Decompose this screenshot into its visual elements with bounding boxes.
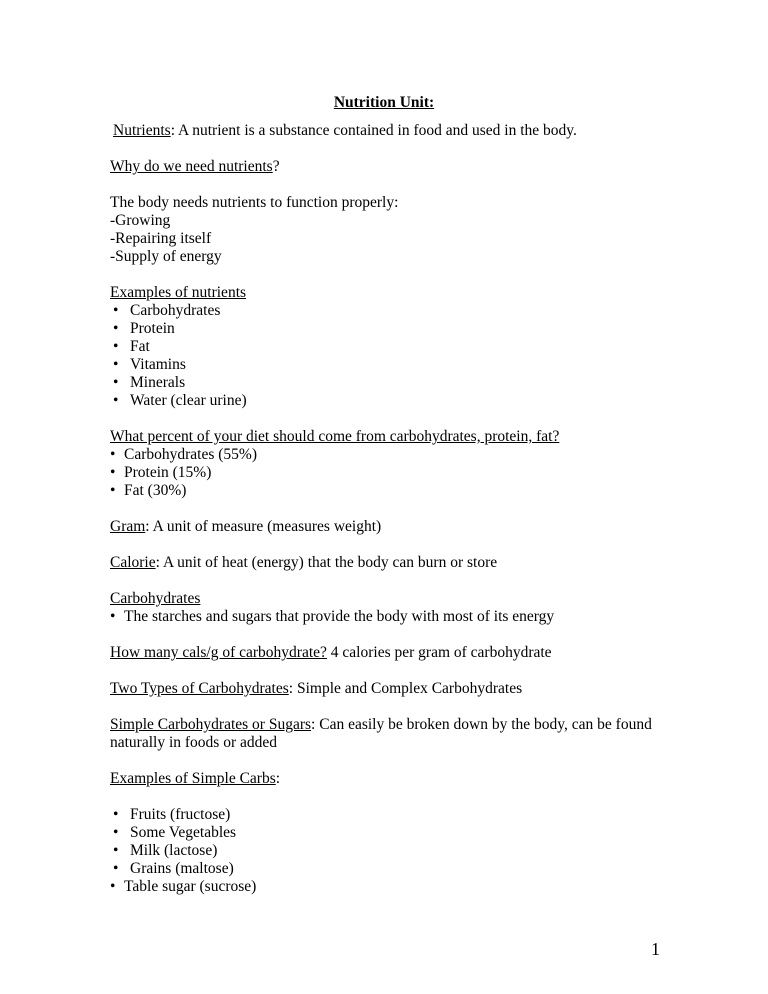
list-item: [110, 356, 247, 374]
bullet-icon: •: [110, 482, 116, 499]
nutrients-term: Nutrients: [113, 122, 171, 139]
gram-term: Gram: [110, 518, 146, 535]
calorie-text: : A unit of heat (energy) that the body can burn or store: [155, 554, 498, 571]
body-needs-section: [110, 194, 398, 266]
list-item-text: Vitamins: [130, 356, 186, 373]
list-item: [110, 608, 554, 626]
simple-examples-colon: :: [275, 770, 281, 787]
list-item: [110, 320, 247, 338]
bullet-icon: •: [113, 338, 119, 355]
list-item: [110, 338, 247, 356]
two-types-text: : Simple and Complex Carbohydrates: [288, 680, 523, 697]
carbs-section: [110, 590, 554, 626]
why-question-text: Why do we need nutrients: [110, 158, 273, 175]
page-number: 1: [651, 939, 660, 959]
list-item: [110, 824, 256, 842]
bullet-icon: •: [110, 446, 116, 463]
why-question-mark: ?: [272, 158, 280, 175]
bullet-icon: •: [113, 302, 119, 319]
diet-section: [110, 428, 559, 500]
list-item-text: Carbohydrates (55%): [124, 446, 257, 463]
bullet-icon: •: [113, 374, 119, 391]
bullet-icon: •: [113, 806, 119, 823]
examples-list: [110, 302, 247, 410]
list-item-text: Water (clear urine): [130, 392, 247, 409]
bullet-icon: •: [113, 392, 119, 409]
bullet-icon: •: [113, 842, 119, 859]
body-needs-item: -Repairing itself: [110, 230, 212, 247]
simple-term: Simple Carbohydrates or Sugars: [110, 716, 312, 733]
diet-list: [110, 446, 559, 500]
body-needs-item: -Growing: [110, 212, 171, 229]
simple-examples-heading: [110, 770, 280, 788]
diet-question: What percent of your diet should come from carbohydrates, protein, fat?: [110, 428, 560, 445]
examples-heading: Examples of nutrients: [110, 284, 247, 301]
nutrients-definition: [113, 122, 577, 140]
carbs-heading: Carbohydrates: [110, 590, 201, 607]
list-item: [110, 392, 247, 410]
two-types-term: Two Types of Carbohydrates: [110, 680, 289, 697]
cals-question-term: How many cals/g of carbohydrate?: [110, 644, 327, 661]
simple-definition: [110, 716, 652, 752]
bullet-icon: •: [113, 860, 119, 877]
list-item-text: Table sugar (sucrose): [124, 878, 257, 895]
nutrients-text: : A nutrient is a substance contained in food and used in the body.: [170, 122, 577, 139]
gram-text: : A unit of measure (measures weight): [145, 518, 382, 535]
list-item: [110, 860, 256, 878]
list-item: [110, 842, 256, 860]
list-item: [110, 464, 559, 482]
list-item-text: Protein: [130, 320, 175, 337]
list-item: [110, 374, 247, 392]
bullet-icon: •: [113, 356, 119, 373]
list-item-text: Minerals: [130, 374, 186, 391]
cals-question-text: 4 calories per gram of carbohydrate: [326, 644, 552, 661]
calorie-definition: [110, 554, 497, 572]
body-needs-intro: The body needs nutrients to function properly:: [110, 194, 399, 211]
simple-text: : Can easily be broken down by the body, can be found: [311, 716, 652, 733]
list-item-text: Some Vegetables: [130, 824, 237, 841]
why-question: [110, 158, 280, 176]
simple-examples-heading-text: Examples of Simple Carbs: [110, 770, 276, 787]
page-title: Nutrition Unit:: [333, 94, 435, 111]
bullet-icon: •: [110, 608, 116, 625]
list-item-text: Fat (30%): [124, 482, 187, 499]
simple-examples-list-last: [110, 878, 256, 896]
simple-examples-section: [110, 806, 256, 896]
body-needs-item: -Supply of energy: [110, 248, 222, 265]
list-item-text: The starches and sugars that provide the body with most of its energy: [124, 608, 555, 625]
gram-definition: [110, 518, 381, 536]
list-item-text: Grains (maltose): [130, 860, 234, 877]
calorie-term: Calorie: [110, 554, 156, 571]
list-item-text: Fat: [130, 338, 150, 355]
bullet-icon: •: [113, 320, 119, 337]
list-item: [110, 302, 247, 320]
examples-section: [110, 284, 247, 410]
bullet-icon: •: [113, 824, 119, 841]
cals-question: [110, 644, 552, 662]
list-item: [110, 482, 559, 500]
list-item: [110, 806, 256, 824]
list-item-text: Protein (15%): [124, 464, 212, 481]
simple-text-line2: naturally in foods or added: [110, 734, 278, 751]
list-item-text: Fruits (fructose): [130, 806, 231, 823]
bullet-icon: •: [110, 878, 116, 895]
list-item-text: Milk (lactose): [130, 842, 218, 859]
bullet-icon: •: [110, 464, 116, 481]
list-item: [110, 446, 559, 464]
simple-examples-list: [110, 806, 256, 878]
carbs-list: [110, 608, 554, 626]
two-types: [110, 680, 522, 698]
list-item: [110, 878, 256, 896]
list-item-text: Carbohydrates: [130, 302, 221, 319]
